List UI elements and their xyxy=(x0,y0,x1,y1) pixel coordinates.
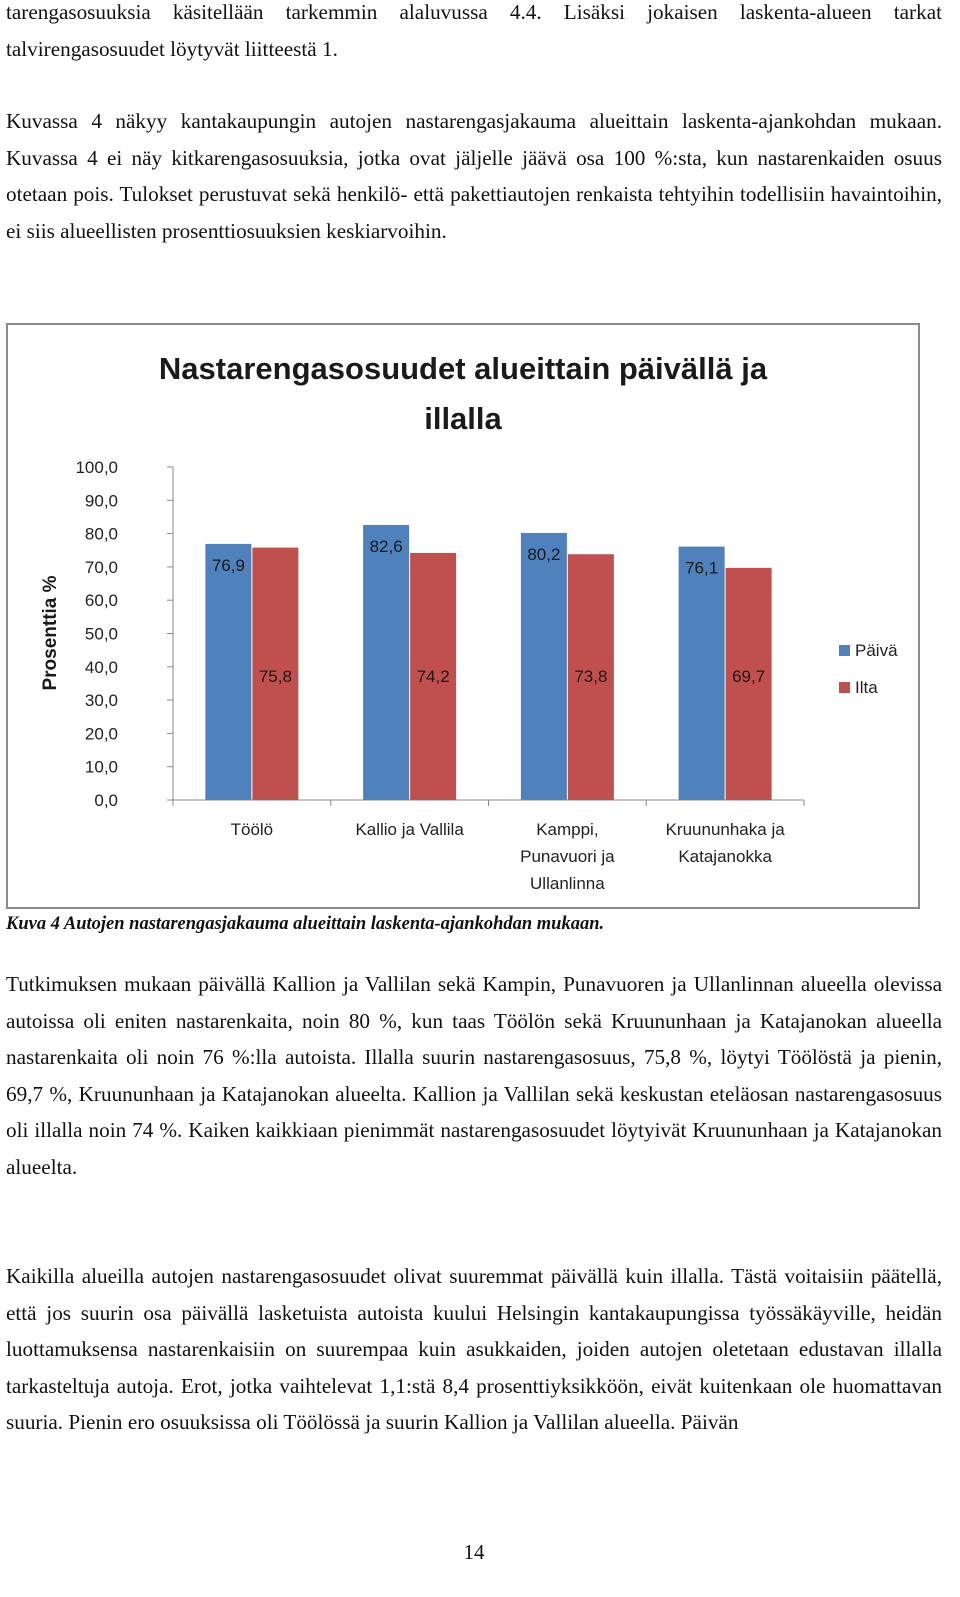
x-category-label: Kallio ja Vallila xyxy=(355,820,464,839)
page-number: 14 xyxy=(463,1540,485,1564)
y-tick-label: 40,0 xyxy=(84,657,118,677)
legend-swatch-ilta xyxy=(839,682,850,693)
chart-frame xyxy=(6,323,920,909)
x-category-label: Punavuori ja xyxy=(520,847,615,866)
bar-päivä-0 xyxy=(205,544,251,800)
y-tick-label: 10,0 xyxy=(84,757,118,777)
y-tick-label: 80,0 xyxy=(84,524,118,544)
bar-päivä-1 xyxy=(363,525,409,800)
data-label: 74,2 xyxy=(416,667,450,686)
bar-chart xyxy=(8,325,918,907)
chart-y-axis-label: Prosenttia % xyxy=(40,575,61,691)
paragraph-discussion: Kaikilla alueilla autojen nastarengasosuudet olivat suuremmat päivällä kuin illalla. Tästä voitaisiin päätellä, että jos suurin osa päivällä lasketuista autoista kuului Helsingin kantakaupungissa työssäkäyville, heidän luottamuksensa nastarenkaisiin on suurempaa kuin asukkaiden, joiden autojen oletetaan edustavan illalla tarkasteltuja autoja. Erot, jotka vaihtelevat 1,1:stä 8,4 prosenttiyksikköön, eivät kuitenkaan ole huomattavan suuria. Pienin ero osuuksissa oli Töölössä ja suurin Kallion ja Vallilan alueella. Päivän xyxy=(6,1264,942,1435)
data-label: 69,7 xyxy=(732,667,766,686)
legend-label: Ilta xyxy=(855,678,878,697)
legend-label: Päivä xyxy=(855,641,898,660)
bar-päivä-2 xyxy=(521,533,567,800)
data-label: 80,2 xyxy=(527,544,561,564)
paragraph-intro: tarengasosuuksia käsitellään tarkemmin alaluvussa 4.4. Lisäksi jokaisen laskenta-alueen tarkat talvirengasosuudet löytyvät liitteestä 1. xyxy=(6,0,942,61)
legend-swatch-päivä xyxy=(839,645,850,656)
x-category-label: Ullanlinna xyxy=(530,874,605,893)
data-label: 76,9 xyxy=(211,555,245,575)
bar-päivä-3 xyxy=(679,547,725,800)
x-category-label: Katajanokka xyxy=(678,847,772,866)
y-tick-label: 60,0 xyxy=(84,591,118,611)
data-label: 75,8 xyxy=(258,667,292,686)
y-tick-label: 90,0 xyxy=(84,491,118,511)
y-tick-label: 70,0 xyxy=(84,557,118,577)
figure-caption: Kuva 4 Autojen nastarengasjakauma alueittain laskenta-ajankohdan mukaan. xyxy=(6,914,605,934)
y-tick-label: 20,0 xyxy=(84,724,118,744)
chart-title-line: Nastarengasosuudet alueittain päivällä ja xyxy=(158,351,768,386)
data-label: 76,1 xyxy=(685,558,719,578)
y-tick-label: 0,0 xyxy=(94,791,118,810)
paragraph-figure-intro: Kuvassa 4 näkyy kantakaupungin autojen nastarengasjakauma alueittain laskenta-ajankohdan mukaan. Kuvassa 4 ei näy kitkarengasosuuksia, jotka ovat jäljelle jäävä osa 100 %:sta, kun nastarenkaiden osuus otetaan pois. Tulokset perustuvat sekä henkilö- että pakettiautojen renkaista tehtyihin todellisiin havaintoihin, ei siis alueellisten prosenttiosuuksien keskiarvoihin. xyxy=(6,109,942,243)
x-category-label: Kruununhaka ja xyxy=(665,820,785,839)
data-label: 82,6 xyxy=(369,536,403,556)
chart-title-line: illalla xyxy=(424,401,502,436)
y-tick-label: 100,0 xyxy=(75,458,118,477)
y-tick-label: 30,0 xyxy=(84,691,118,711)
y-tick-label: 50,0 xyxy=(84,624,118,644)
x-category-label: Töölö xyxy=(230,820,274,839)
paragraph-results: Tutkimuksen mukaan päivällä Kallion ja Vallilan sekä Kampin, Punavuoren ja Ullanlinnan alueella olevissa autoissa oli eniten nastarenkaita, noin 80 %, kun taas Töölön sekä Kruununhaan ja Katajanokan alueella nastarenkaita oli noin 76 %:lla autoista. Illalla suurin nastarengasosuus, 75,8 %, löytyi Töölöstä ja pienin, 69,7 %, Kruununhaan ja Katajanokan alueelta. Kallion ja Vallilan sekä keskustan eteläosan nastarengasosuus oli illalla noin 74 %. Kaiken kaikkiaan pienimmät nastarengasosuudet löytyivät Kruununhaan ja Katajanokan alueelta. xyxy=(6,972,942,1179)
data-label: 73,8 xyxy=(574,667,608,686)
x-category-label: Kamppi, xyxy=(536,820,599,839)
